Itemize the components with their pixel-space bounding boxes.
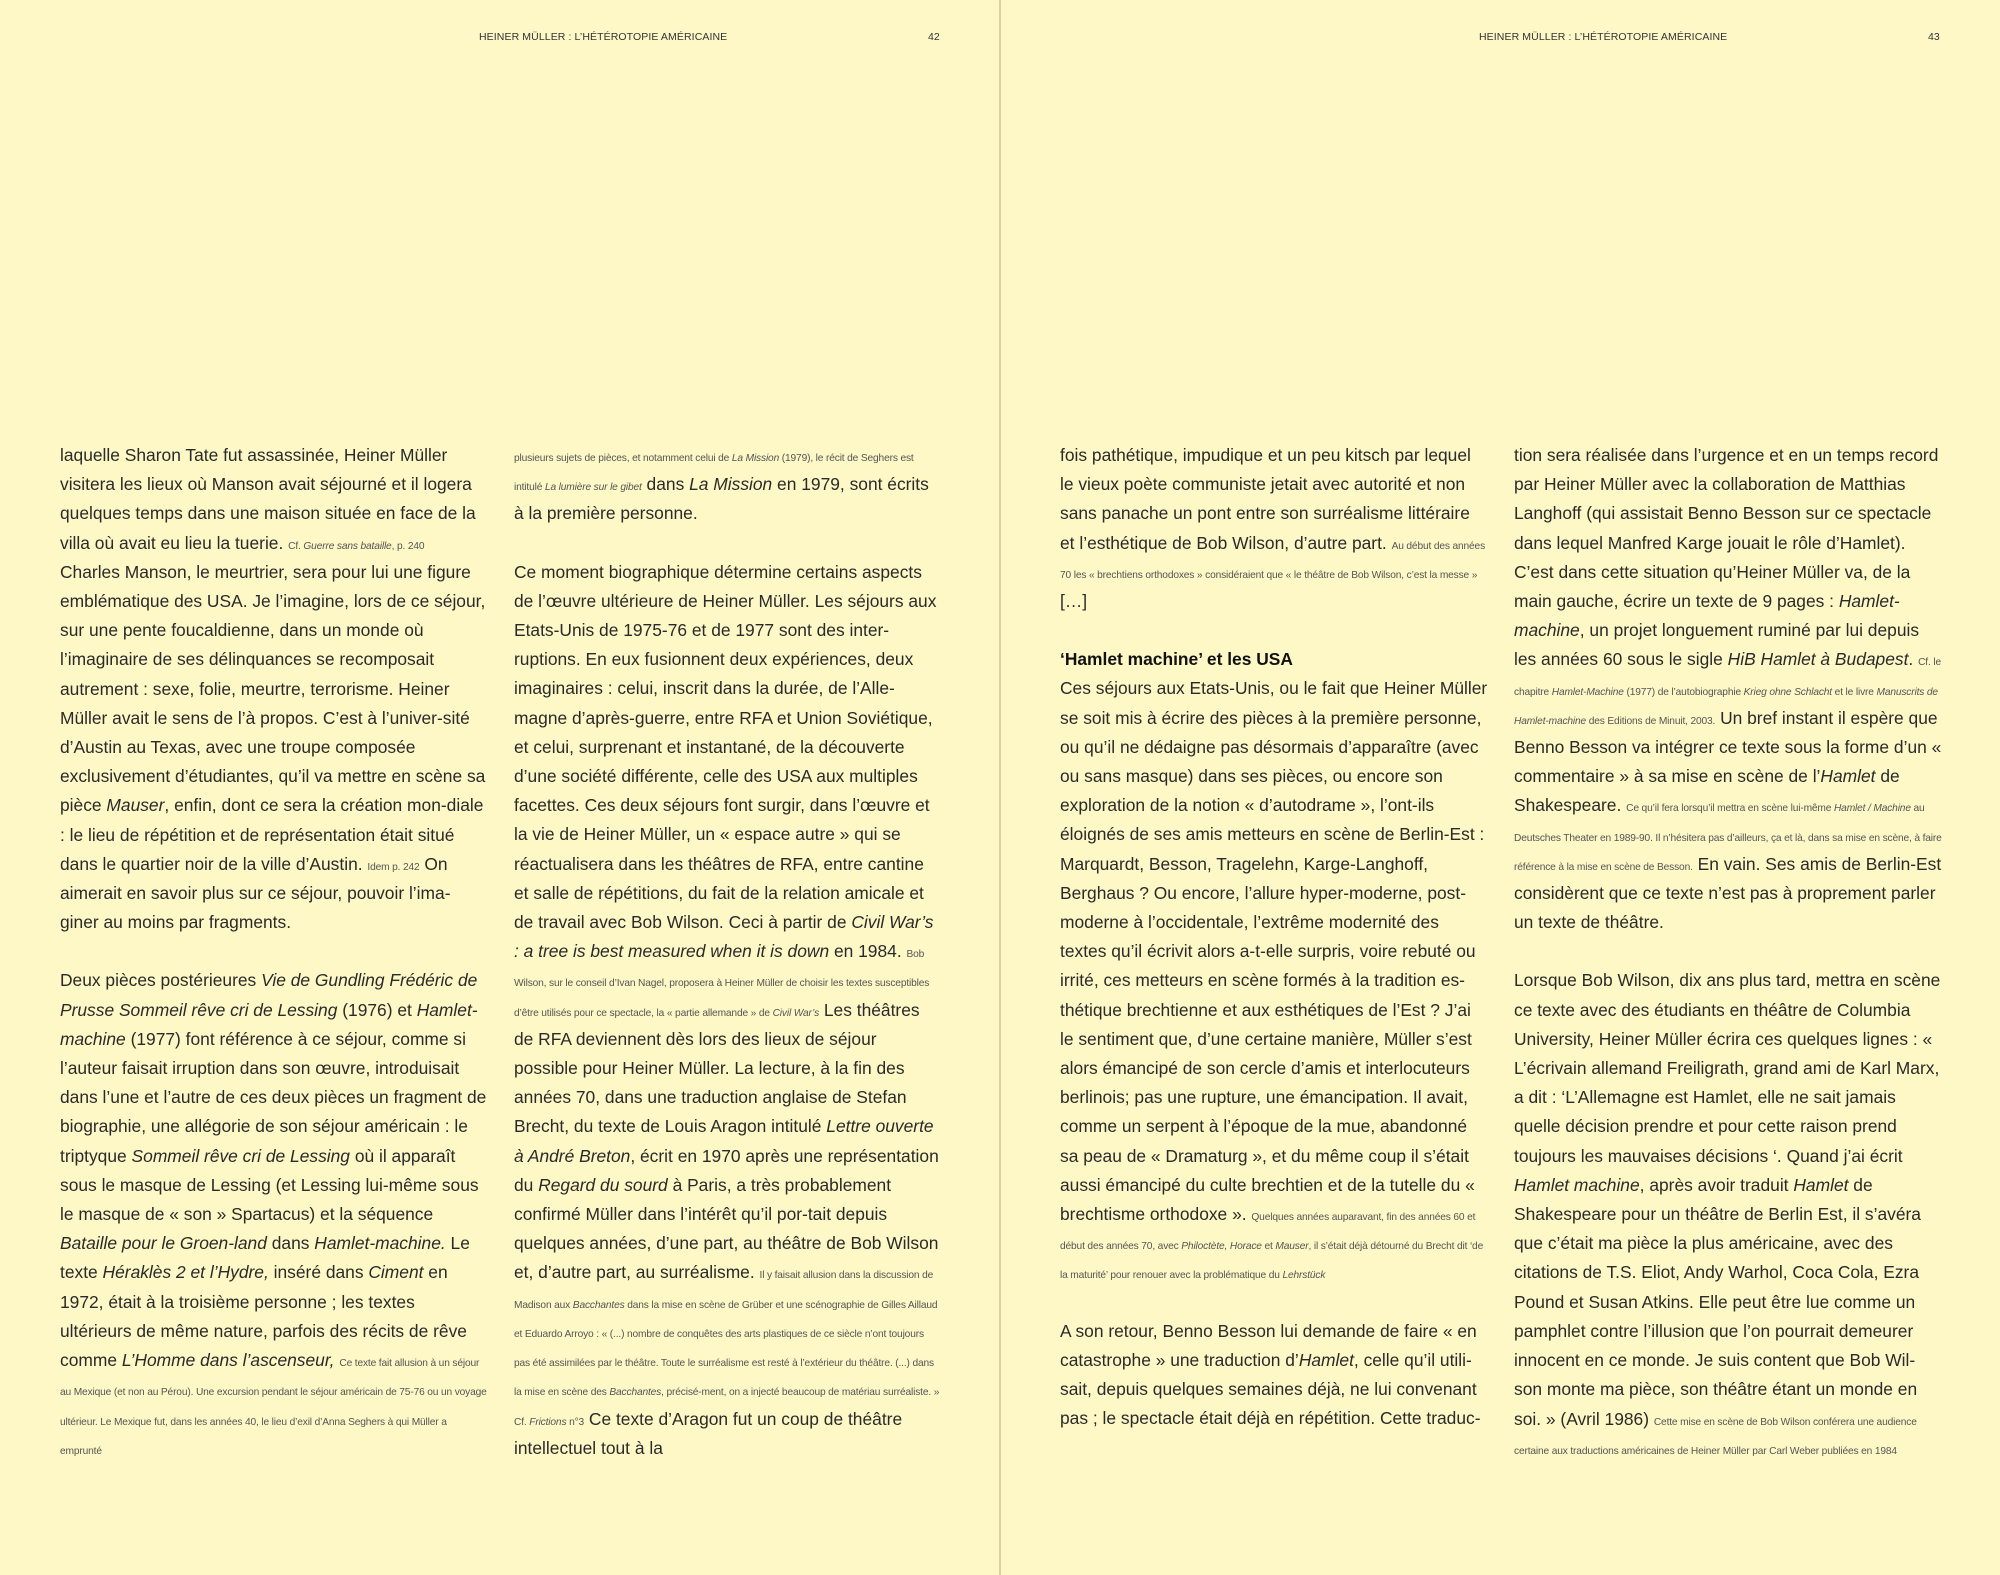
- margin-note: Cf.: [288, 540, 304, 552]
- body-text: à Paris, a très probablement confirmé Müller dans l’intérêt qu’il por-tait depuis quelques années, d’une part, au théâtre de Bob Wilson et, d’autre part, au surréalisme.: [514, 1174, 939, 1283]
- body-text: Lorsque Bob Wilson, dix ans plus tard, mettra en scène ce texte avec des étudiants en théâtre de Columbia University, Heiner Müller écrira ces quelques lignes : « L’écrivain allemand Freiligrath, grand ami de Karl Marx, a dit : ‘L’Allemagne est Hamlet, elle ne sait jamais quelle décision prendre et pour cette raison prend toujours les mauvaises décisions ‘. Quand j’ai écrit: [1514, 970, 1941, 1166]
- body-text: Ce moment biographique détermine certains aspects de l’œuvre ultérieure de Heiner Müller. Les séjours aux Etats-Unis de 1975-76 et de 1977 sont des inter-ruptions. En eux fusionnent deux expériences, deux imaginaires : celui, inscrit dans la durée, de l’Alle-magne d’après-guerre, entre RFA et Union Soviétique, et celui, surprenant et instantané, de la découverte d’une société différente, celle des USA aux multiples facettes. Ces deux séjours font surgir, dans l’œuvre et la vie de Heiner Müller, un « espace autre » qui se réactualisera dans les théâtres de RFA, entre cantine et salle de répétitions, du fait de la relation amicale et de travail avec Bob Wilson. Ceci à partir de: [514, 561, 937, 933]
- margin-note: La lumière sur le gibet: [544, 482, 642, 494]
- body-text: inséré dans: [268, 1262, 369, 1283]
- margin-note: , il s’était déjà détourné du Brecht dit ‘de la maturité’ pour renouer avec la problématique du: [1060, 1241, 1484, 1282]
- right-page: [1000, 0, 2000, 1575]
- body-text: On aimerait en savoir plus sur ce séjour, pouvoir l’ima-giner au moins par fragments.: [60, 853, 451, 933]
- paragraph: [1514, 966, 1942, 1462]
- body-text: Les théâtres de RFA deviennent dès lors des lieux de séjour possible pour Heiner Müller. La lecture, à la fin des années 70, dans une traduction anglaise de Stefan Brecht, du texte de Louis Aragon intitulé: [514, 999, 920, 1137]
- paragraph: [60, 966, 488, 1462]
- margin-note: Mauser: [1275, 1241, 1309, 1253]
- body-text: , enfin, dont ce sera la création mon-diale : le lieu de répétition et de représentation était situé dans le quartier noir de la ville d’Austin.: [60, 795, 484, 874]
- body-text: Charles Manson, le meurtrier, sera pour lui une figure emblématique des USA. Je l’imagine, lors de ce séjour, sur une pente foucaldienne, dans un monde où l’imaginaire de ses délinquances se recomposait autrement : sexe, folie, meurtre, terrorisme. Heiner Müller avait le sens de l’à propos. C’est à l’univer-sité d’Austin au Texas, avec une troupe composée exclusivement d’étudiantes, qu’il va mettre en scène sa pièce: [60, 561, 486, 816]
- body-text: Le texte: [60, 1233, 470, 1283]
- body-text: Hamlet: [1298, 1349, 1354, 1370]
- body-text: Vie de Gundling Frédéric de Prusse Sommeil rêve cri de Lessing: [60, 970, 478, 1020]
- margin-note: Bob Wilson, sur le conseil d’Ivan Nagel, proposera à Heiner Müller de choisir les textes susceptibles d’être utilisés pour ce spectacle, la « partie allemande » de: [514, 949, 930, 1019]
- body-text: de Shakespeare.: [1514, 766, 1900, 816]
- margin-note: La Mission: [731, 453, 780, 464]
- margin-note: (1977) de l’autobiographie: [1623, 686, 1744, 698]
- margin-note: Cf. le chapitre: [1514, 657, 1941, 698]
- paragraph: [514, 558, 942, 1463]
- page-number: 42: [928, 31, 940, 43]
- text-column-1: [60, 441, 488, 1463]
- margin-note: Civil War’s: [772, 1007, 820, 1019]
- page-number: 43: [1928, 31, 1940, 43]
- margin-note: Guerre sans bataille: [303, 540, 392, 552]
- paragraph: [514, 441, 942, 529]
- paragraph: [1060, 645, 1488, 1287]
- body-text: Regard du sourd: [538, 1174, 668, 1195]
- body-text: où il apparaît sous le masque de Lessing (et Lessing lui-même sous le masque de « son » Spartacus) et la séquence: [60, 1145, 479, 1225]
- margin-note: , p. 240: [391, 540, 425, 552]
- body-text: .: [1908, 649, 1919, 670]
- body-text: Hamlet: [1820, 766, 1876, 787]
- body-text: Un bref instant il espère que Benno Besson va intégrer ce texte sous la forme d’un « commentaire » à sa mise en scène de l’: [1514, 707, 1942, 787]
- body-text: , après avoir traduit: [1639, 1174, 1794, 1195]
- body-text: L’Homme dans l’ascenseur,: [121, 1350, 335, 1371]
- margin-note: Philoctète, Horace: [1181, 1241, 1262, 1253]
- margin-note: (1979), le récit de Seghers est intitulé: [514, 453, 914, 494]
- body-text: , un projet longuement ruminé par lui depuis les années 60 sous le sigle: [1514, 620, 1920, 670]
- body-text: , écrit en 1970 après une représentation du: [514, 1145, 939, 1195]
- margin-note: au Deutsches Theater en 1989-90. Il n’hésitera pas d’ailleurs, ça et là, dans sa mise en scène, à faire référence à la mise en scène de Besson.: [1514, 803, 1942, 873]
- body-text: (1976) et: [337, 999, 417, 1020]
- margin-note: et le livre: [1832, 686, 1877, 698]
- margin-note: Ce qu’il fera lorsqu’il mettra en scène lui-même: [1626, 803, 1834, 815]
- margin-note: Bacchantes: [609, 1387, 662, 1399]
- margin-note: , précisé-ment, on a injecté beaucoup de matériau surréaliste. » Cf.: [514, 1387, 940, 1428]
- body-text: Deux pièces postérieures: [60, 970, 262, 991]
- section-heading: ‘Hamlet machine’ et les USA: [1060, 649, 1293, 670]
- body-text: Hamlet-machine: [1514, 591, 1900, 641]
- body-text: , celle qu’il utili-sait, depuis quelques semaines déjà, ne lui convenant pas ; le spectacle était déjà en répétition. Cette traduc-: [1060, 1349, 1481, 1429]
- body-text: Civil War’s : a tree is best measured when it is down: [514, 912, 934, 962]
- text-column-2: [1514, 441, 1942, 1463]
- margin-note: Bacchantes: [572, 1299, 625, 1311]
- margin-note: Lehrstück: [1282, 1270, 1326, 1282]
- margin-note: Quelques années auparavant, fin des années 60 et début des années 70, avec: [1060, 1212, 1476, 1253]
- body-text: Mauser: [106, 795, 165, 816]
- body-text: Sommeil rêve cri de Lessing: [131, 1145, 350, 1166]
- paragraph: [1060, 1317, 1488, 1434]
- body-text: tion sera réalisée dans l’urgence et en un temps record par Heiner Müller avec la collaboration de Matthias Langhoff (qui assistait Benno Besson sur ce spectacle dans lequel Manfred Karge jouait le rôle d’Hamlet). C’est dans cette situation qu’Heiner Müller va, de la main gauche, écrire un texte de 9 pages :: [1514, 445, 1939, 612]
- margin-note: Hamlet / Machine: [1833, 803, 1911, 815]
- body-text: Héraklès 2 et l’Hydre,: [102, 1262, 269, 1283]
- body-text: Ciment: [368, 1262, 424, 1283]
- body-text: Lettre ouverte à André Breton: [514, 1116, 934, 1166]
- body-text: de Shakespeare pour un théâtre de Berlin Est, il s’avéra que c’était ma pièce la plus américaine, avec des citations de T.S. Eliot, Andy Warhol, Coca Cola, Ezra Pound et Susan Atkins. Elle peut être lue comme un pamphlet contre l’illusion que l’on pourrait demeurer innocent en ce monde. Je suis content que Bob Wil-son monte ma pièce, son théâtre étant un monde en soi. » (Avril 1986): [1514, 1174, 1921, 1429]
- paragraph: [1514, 441, 1942, 937]
- body-text: Ces séjours aux Etats-Unis, ou le fait que Heiner Müller se soit mis à écrire des pièces à la première personne, ou qu’il ne dédaigne pas désormais d’apparaître (avec ou sans masque) dans ses pièces, ou encore son exploration de la notion « d’autodrame », l’ont-ils éloignés de ses amis metteurs en scène de Berlin-Est : Marquardt, Besson, Tragelehn, Karge-Langhoff, Berghaus ? Ou encore, l’allure hyper-moderne, post-moderne à l’occidentale, l’extrême modernité des textes qu’il écrivit alors a-t-elle surpris, voire rebuté ou irrité, ces metteurs en scène formés à la tradition es-thétique brechtienne et aux esthétiques de l’Est ? J’ai le sentiment que, d’une certaine manière, Müller s’est alors émancipé de son cercle d’amis et interlocuteurs berlinois; pas une rupture, une émancipation. Il avait, comme un serpent à l’époque de la mue, abandonné sa peau de « Dramaturg », et du même coup il s’était aussi émancipé du culte brechtien et de la tutelle du « brechtisme orthodoxe ».: [1060, 678, 1488, 1225]
- running-head: HEINER MÜLLER : L’HÉTÉROTOPIE AMÉRICAINE: [1479, 31, 1728, 43]
- body-text: en 1972, était à la troisième personne ; les textes ultérieurs de même nature, parfois des récits de rêve comme: [60, 1262, 467, 1371]
- margin-note: Il y faisait allusion dans la discussion de Madison aux: [514, 1270, 934, 1311]
- body-text: fois pathétique, impudique et un peu kitsch par lequel le vieux poète communiste jetait avec autorité et non sans panache un pont entre son surréalisme littéraire et l’esthétique de Bob Wilson, d’autre part.: [1060, 445, 1471, 553]
- text-column-2: [514, 441, 942, 1463]
- body-text: A son retour, Benno Besson lui demande de faire « en catastrophe » une traduction d’: [1060, 1320, 1477, 1370]
- margin-note: Frictions: [529, 1416, 567, 1428]
- body-text: Hamlet-machine: [60, 999, 478, 1049]
- body-text: Hamlet-machine.: [314, 1233, 446, 1254]
- body-text: Hamlet: [1793, 1174, 1849, 1195]
- margin-note: Krieg ohne Schlacht: [1743, 686, 1832, 698]
- body-text: (1977) font référence à ce séjour, comme si l’auteur faisait irruption dans son œuvre, introduisait dans l’une et l’autre de ces deux pièces un fragment de biographie, une allégorie de son séjour américain : le triptyque: [60, 1028, 487, 1166]
- margin-note: n°3: [566, 1416, 585, 1428]
- margin-note: plusieurs sujets de pièces, et notamment celui de: [514, 453, 732, 464]
- paragraph: [60, 441, 488, 937]
- body-text: laquelle Sharon Tate fut assassinée, Heiner Müller visitera les lieux où Manson avait séjourné et il logera quelques temps dans une maison située en face de la villa où avait eu lieu la tuerie.: [60, 445, 476, 553]
- paragraph: [1060, 441, 1488, 616]
- body-text: HiB Hamlet à Budapest: [1727, 649, 1909, 670]
- margin-note: Ce texte fait allusion à un séjour au Mexique (et non au Pérou). Une excursion pendant le séjour américain de 75-76 ou un voyage ultérieur. Le Mexique fut, dans les années 40, le lieu d’exil d’Anna Seghers à qui Müller a emprunté: [60, 1358, 487, 1457]
- body-text: En vain. Ses amis de Berlin-Est considèrent que ce texte n’est pas à proprement parler un texte de théâtre.: [1514, 853, 1942, 933]
- body-text: dans: [641, 474, 690, 495]
- body-text: […]: [1060, 591, 1088, 612]
- margin-note: Hamlet-Machine: [1551, 686, 1624, 698]
- body-text: Bataille pour le Groen-land: [60, 1233, 267, 1254]
- margin-note: et: [1261, 1241, 1276, 1253]
- body-text: en 1984.: [829, 941, 907, 962]
- body-text: Ce texte d’Aragon fut un coup de théâtre intellectuel tout à la: [514, 1408, 903, 1458]
- body-text: en 1979, sont écrits à la première personne.: [514, 474, 929, 524]
- body-text: Hamlet machine: [1514, 1174, 1640, 1195]
- margin-note: Manuscrits de Hamlet-machine: [1514, 686, 1938, 727]
- running-head: HEINER MÜLLER : L’HÉTÉROTOPIE AMÉRICAINE: [479, 31, 728, 43]
- body-text: La Mission: [689, 474, 773, 495]
- margin-note: dans la mise en scène de Grüber et une scénographie de Gilles Aillaud et Eduardo Arroyo : « (...) nombre de conquêtes des arts plastiques de ce siècle n’ont toujours pas été assimilées par le théâtre. Toute le surréalisme est resté à l’extérieur du théâtre. (...) dans la mise en scène des: [514, 1299, 938, 1399]
- margin-note: des Editions de Minuit, 2003.: [1586, 715, 1716, 727]
- margin-note: Idem p. 242: [367, 861, 420, 873]
- margin-note: Au début des années 70 les « brechtiens orthodoxes » considéraient que « le théâtre de Bob Wilson, c’est la messe »: [1060, 540, 1486, 581]
- body-text: dans: [266, 1233, 315, 1254]
- text-column-1: [1060, 441, 1488, 1434]
- margin-note: Cette mise en scène de Bob Wilson conférera une audience certaine aux traductions américaines de Heiner Müller par Carl Weber publiées en 1984: [1514, 1416, 1917, 1457]
